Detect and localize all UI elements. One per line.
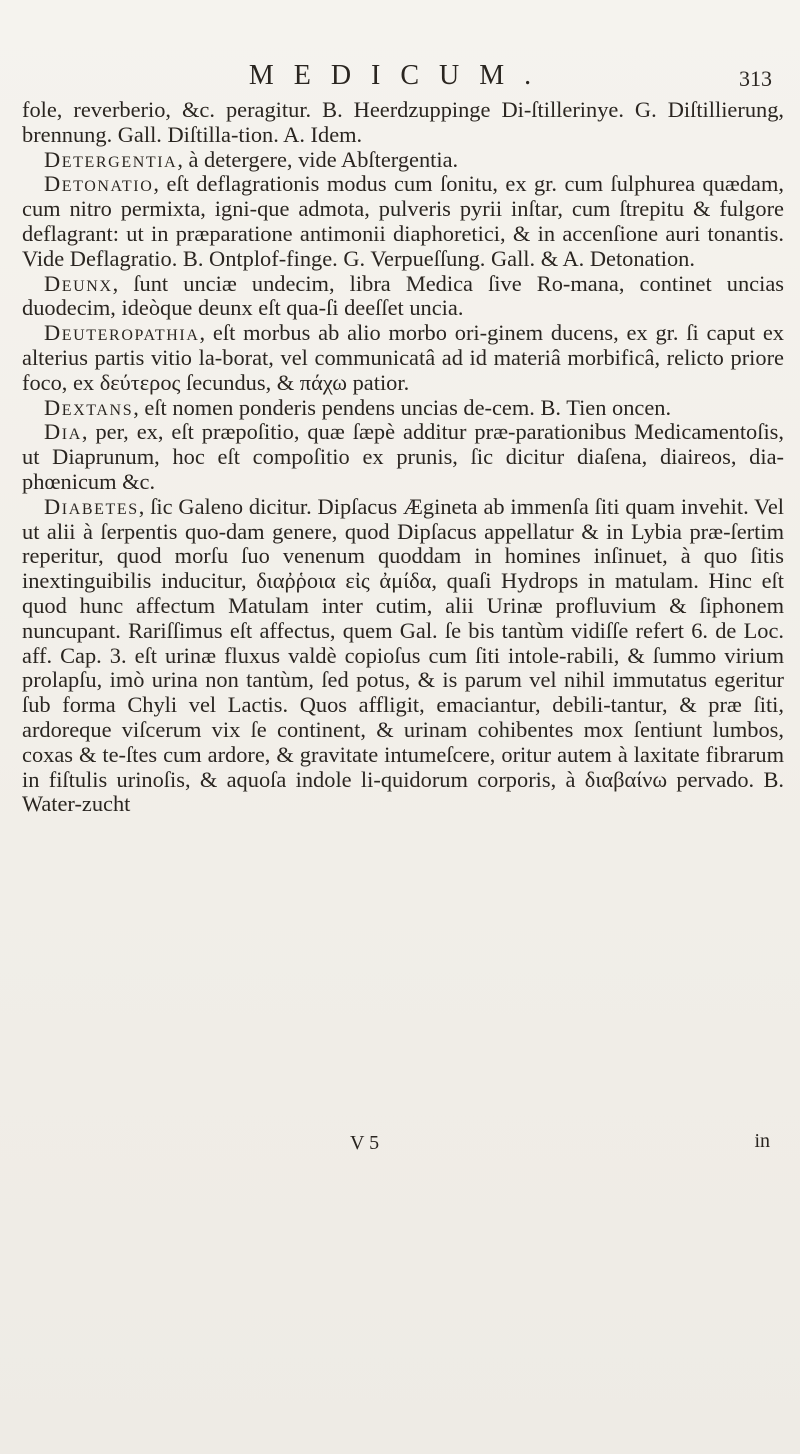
page-number: 313 bbox=[739, 66, 772, 91]
entry-term: Dextans bbox=[44, 394, 134, 420]
entry-body: , eſt morbus ab alio morbo ori-ginem ducens, ex gr. ſi caput ex alterius partis vitio la-borat, vel communicatâ ad id materiâ morbificâ, relicto priore foco, ex δεύτερος ſecundus, & πάχω patior. bbox=[22, 320, 784, 395]
entry-term: Detergentia bbox=[44, 146, 178, 172]
catchword: in bbox=[754, 1130, 770, 1152]
entry-body: , per, ex, eſt præpoſitio, quæ ſæpè additur præ-parationibus Medicamentoſis, ut Diaprunum, hoc eſt compoſitio ex prunis, ſic dicitur diaſena, diaireos, dia-phœnicum &c. bbox=[22, 419, 784, 494]
entry-term: Deuteropathia bbox=[44, 320, 200, 346]
entry-dia bbox=[22, 420, 784, 494]
entry-body: , à detergere, vide Abſtergentia. bbox=[177, 146, 459, 172]
entry-body: , eſt nomen ponderis pendens uncias de-cem. B. Tien oncen. bbox=[133, 394, 672, 420]
entry-body: , eſt deflagrationis modus cum ſonitu, ex gr. cum ſulphurea quædam, cum nitro permixta, igni-que admota, pulveris pyrii inſtar, cum ſtrepitu & fulgore deflagrant: ut in præparatione antimonii diaphoretici, & in accenſione auri tonantis. Vide Deflagratio. B. Ontplof-finge. G. Verpueſſung. Gall. & A. Detonation. bbox=[22, 171, 784, 271]
entry-body: , ſic Galeno dicitur. Dipſacus Ægineta ab immenſa ſiti quam invehit. Vel ut alii à ſerpentis quo-dam genere, quod Dipſacus appellatur & in Lybia præ-ſertim reperitur, quod morſu ſuo venenum quoddam in homines inſinuet, à quo ſitis inextinguibilis inducitur, διαῤῥοια εἰς ἀμίδα, quaſi Hydrops in matulam. Hinc eſt quod hunc affectum Matulam inter cutim, alii Urinæ profluvium & ſiphonem nuncupant. Rariſſimus eſt affectus, quem Gal. ſe bis tantùm vidiſſe refert 6. de Loc. aff. Cap. 3. eſt urinæ fluxus valdè copioſus cum ſiti intole-rabili, & ſummo virium prolapſu, imò urina non tantùm, ſed potus, & is parum vel nihil immutatus egeritur ſub forma Chyli vel Lactis. Quos affligit, emaciantur, debili-tantur, & præ ſiti, ardoreque viſcerum vix ſe continent, & urinam cohibentes mox ſentiunt lumbos, coxas & te-ſtes cum ardore, & gravitate intumeſcere, oritur autem à laxitate fibrarum in fiſtulis urinoſis, & aquoſa indole li-quidorum corporis, à διαβαίνω pervado. B. Water-zucht bbox=[22, 493, 784, 817]
entry-dextans bbox=[22, 396, 784, 421]
entry-continuation bbox=[22, 98, 784, 148]
entry-detergentia bbox=[22, 148, 784, 173]
entry-deuteropathia bbox=[22, 321, 784, 395]
entry-body: fole, reverberio, &c. peragitur. B. Heerdzuppinge Di-ſtillerinye. G. Diſtillierung, brennung. Gall. Diſtilla-tion. A. Idem. bbox=[22, 97, 784, 147]
entry-term: Deunx bbox=[44, 270, 113, 296]
page-footer bbox=[0, 1132, 800, 1162]
entry-term: Detonatio bbox=[44, 171, 154, 197]
entry-body: , ſunt unciæ undecim, libra Medica ſive Ro-mana, continet uncias duodecim, ideòque deunx eſt qua-ſi deeſſet uncia. bbox=[22, 270, 784, 321]
entry-term: Diabetes bbox=[44, 493, 139, 519]
page-header bbox=[0, 58, 800, 98]
entry-deunx bbox=[22, 272, 784, 322]
signature-mark: V 5 bbox=[350, 1132, 380, 1154]
entry-diabetes bbox=[22, 495, 784, 817]
entry-term: Dia bbox=[44, 419, 82, 445]
dictionary-text bbox=[22, 98, 784, 817]
running-title: MEDICUM. bbox=[248, 60, 552, 91]
entry-detonatio bbox=[22, 172, 784, 271]
